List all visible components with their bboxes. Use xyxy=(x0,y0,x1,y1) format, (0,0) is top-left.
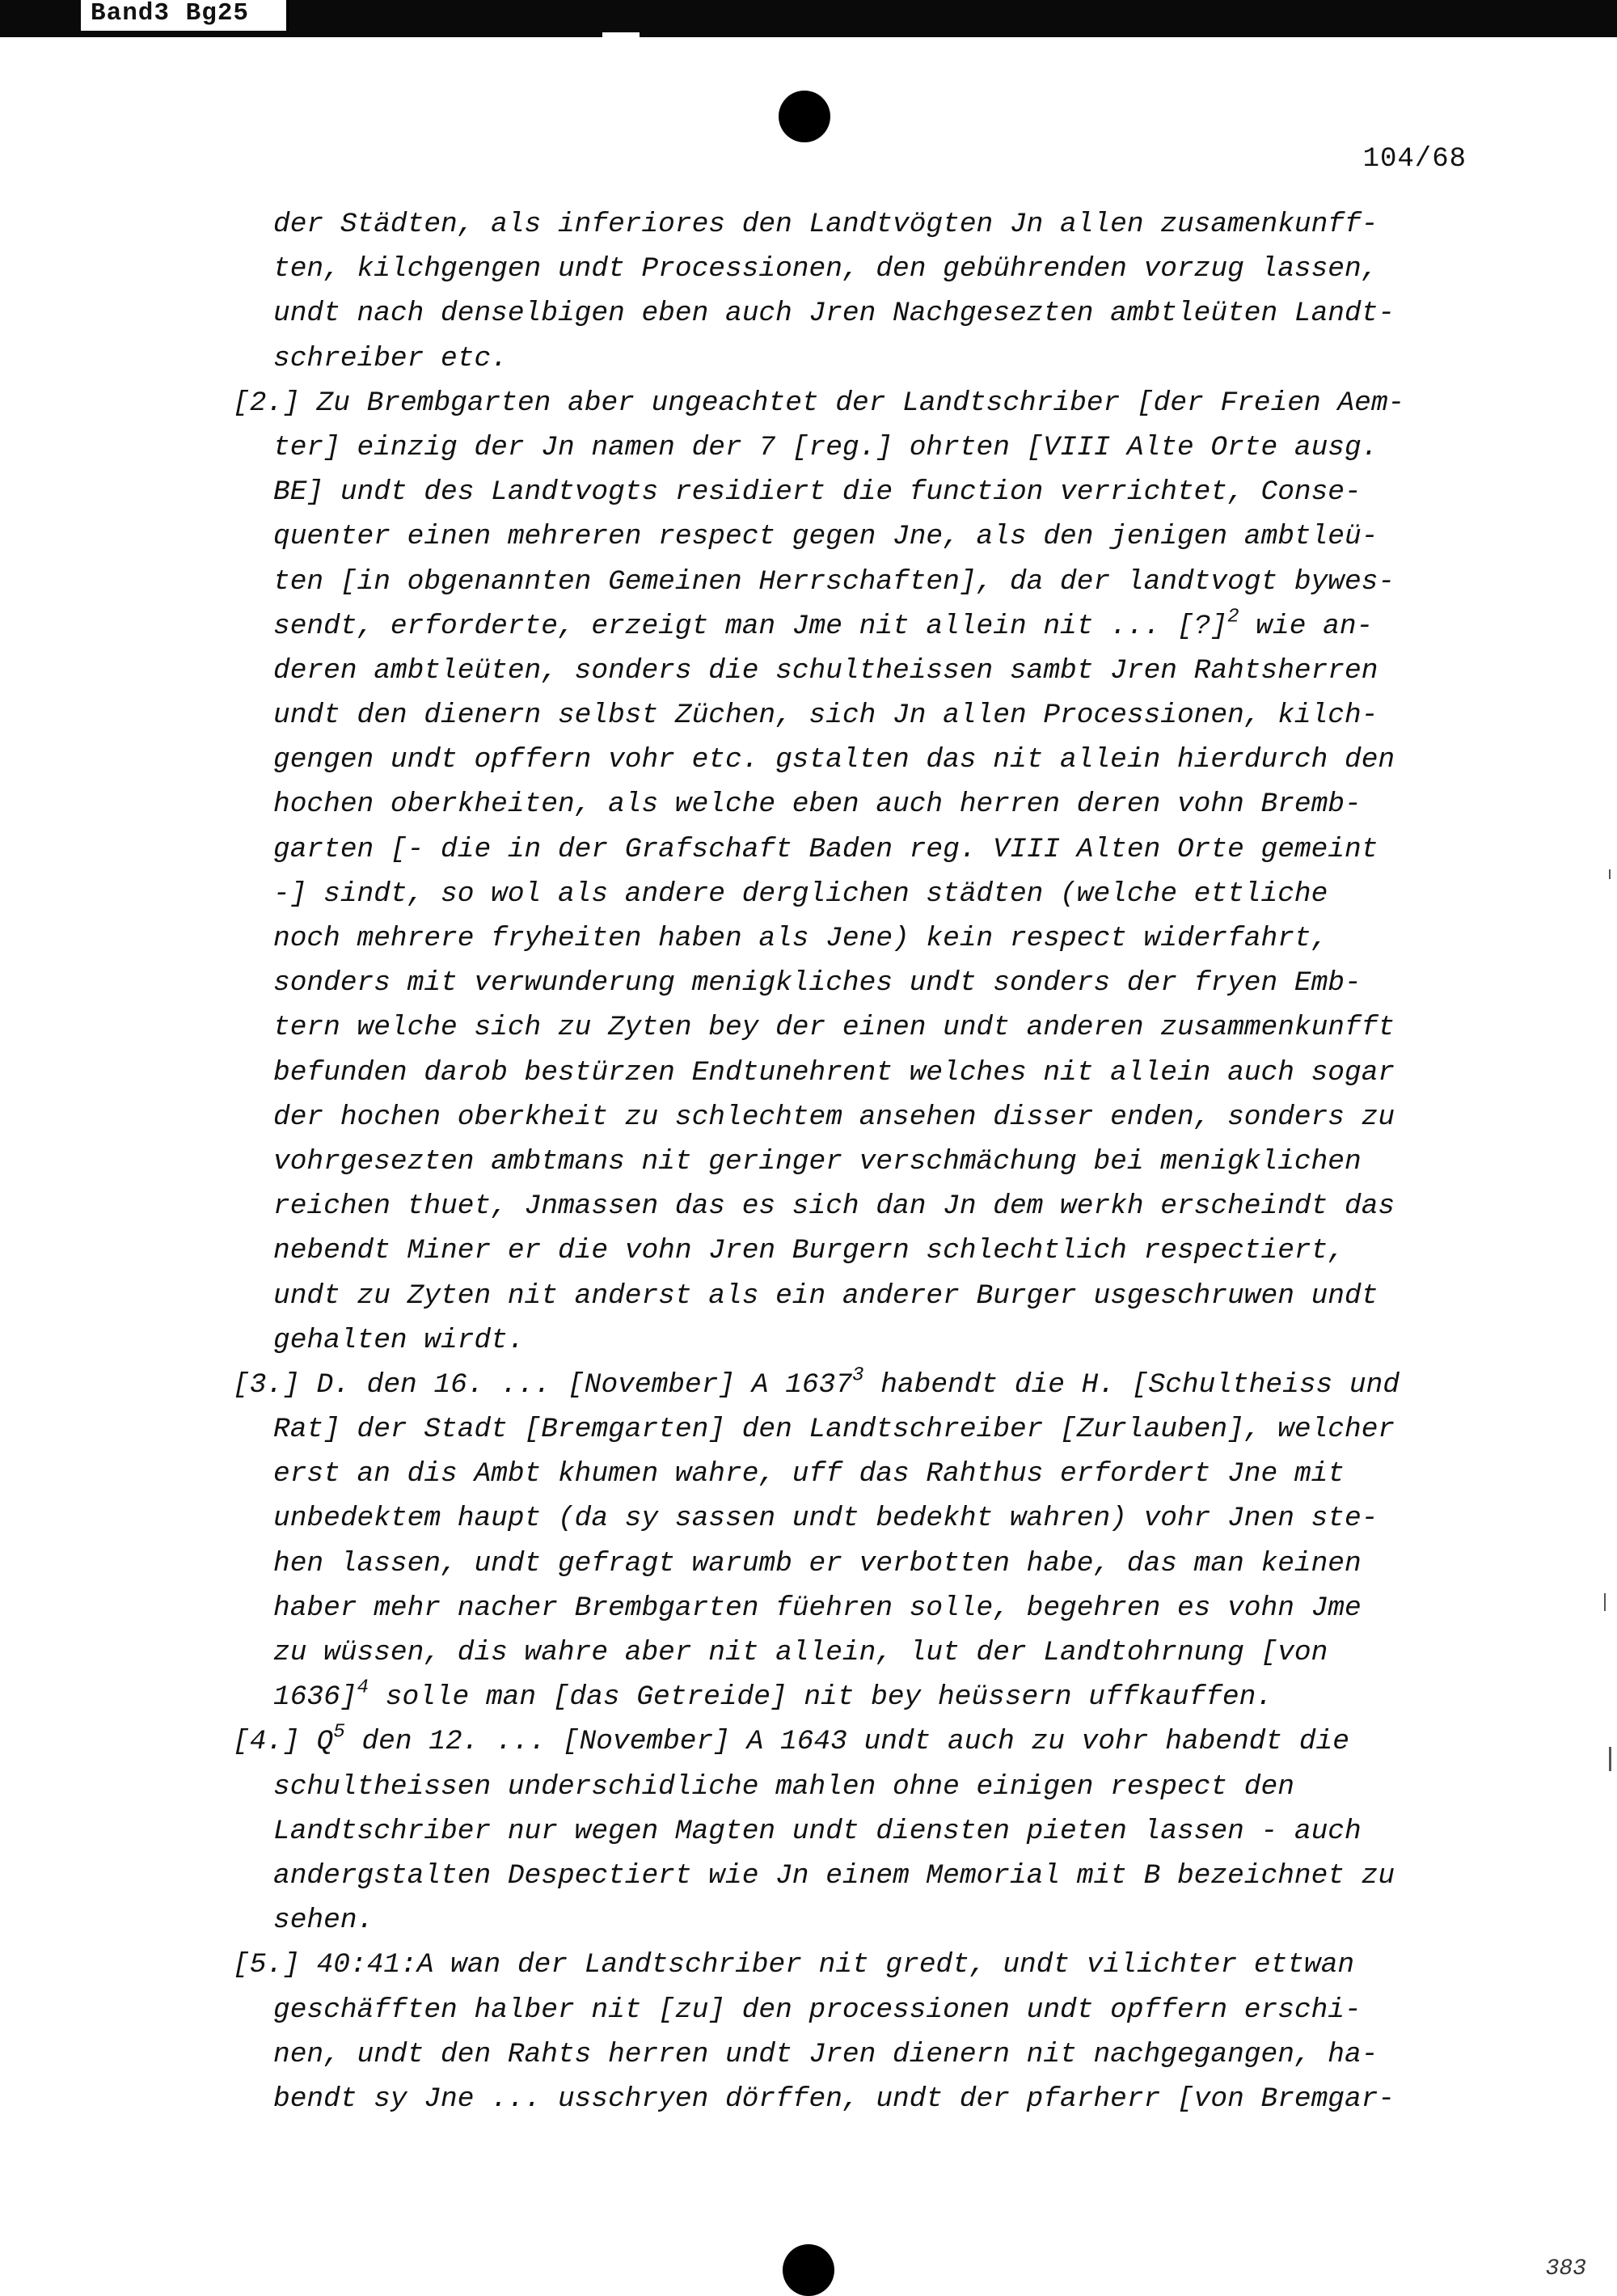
text-line xyxy=(233,1095,1494,1140)
document-body xyxy=(233,202,1494,2121)
text-line xyxy=(233,649,1494,693)
line-text: sehen. xyxy=(273,1905,374,1937)
line-text: BE] undt des Landtvogts residiert die function verrichtet, Conse- xyxy=(273,476,1362,509)
text-line xyxy=(233,1274,1494,1318)
text-line xyxy=(233,1407,1494,1452)
line-text: schreiber etc. xyxy=(273,342,508,374)
line-text: gehalten wirdt. xyxy=(273,1324,525,1356)
punch-hole-top xyxy=(779,91,830,142)
text-line xyxy=(233,782,1494,827)
text-line xyxy=(233,2077,1494,2121)
line-text: nebendt Miner er die vohn Jren Burgern schlechtlich respectiert, xyxy=(273,1235,1345,1267)
text-line xyxy=(233,1586,1494,1630)
text-line xyxy=(233,1051,1494,1095)
line-text: haber mehr nacher Brembgarten füehren solle, begehren es vohn Jme xyxy=(273,1592,1362,1624)
text-line xyxy=(233,1719,1494,1764)
line-text: gengen undt opffern vohr etc. gstalten das nit allein hierdurch den xyxy=(273,744,1395,776)
line-text-continued: solle man [das Getreide] nit bey heüssern uffkauffen. xyxy=(369,1681,1273,1714)
text-line xyxy=(233,560,1494,604)
text-line xyxy=(233,604,1494,649)
text-line xyxy=(233,1496,1494,1541)
text-line xyxy=(233,872,1494,916)
line-text: undt nach denselbigen eben auch Jren Nachgesezten ambtleüten Landt- xyxy=(273,298,1395,330)
line-text: nen, undt den Rahts herren undt Jren dienern nit nachgegangen, ha- xyxy=(273,2038,1378,2070)
line-text: erst an dis Ambt khumen wahre, uff das Rahthus erfordert Jne mit xyxy=(273,1458,1345,1490)
line-text: zu wüssen, dis wahre aber nit allein, lut der Landtohrnung [von xyxy=(273,1637,1328,1668)
handwritten-margin-note: 383 xyxy=(1545,2256,1586,2281)
punch-hole-bottom xyxy=(783,2244,834,2296)
text-line xyxy=(233,1898,1494,1943)
line-text: befunden darob bestürzen Endtunehrent welches nit allein auch sogar xyxy=(273,1056,1395,1089)
line-text: [3.] D. den 16. ... [November] A 1637 xyxy=(233,1368,853,1401)
line-text: [4.] Q xyxy=(233,1726,334,1758)
line-text: deren ambtleüten, sonders die schultheissen sambt Jren Rahtsherren xyxy=(273,654,1378,687)
text-line xyxy=(233,1675,1494,1719)
line-text: quenter einen mehreren respect gegen Jne, als den jenigen ambtleü- xyxy=(273,521,1378,553)
line-text: noch mehrere fryheiten haben als Jene) kein respect widerfahrt, xyxy=(273,923,1328,954)
text-line xyxy=(233,1854,1494,1898)
text-line xyxy=(233,827,1494,872)
scan-tab-notch xyxy=(602,32,640,40)
text-line xyxy=(233,1318,1494,1363)
line-text-continued: wie an- xyxy=(1239,610,1374,642)
line-text-continued: habendt die H. [Schultheiss und xyxy=(863,1368,1400,1401)
text-line xyxy=(233,1184,1494,1228)
line-text: unbedektem haupt (da sy sassen undt bedekht wahren) vohr Jnen ste- xyxy=(273,1503,1378,1535)
text-line xyxy=(233,1363,1494,1407)
footnote-marker: 5 xyxy=(333,1721,345,1744)
line-text: andergstalten Despectiert wie Jn einem Memorial mit B bezeichnet zu xyxy=(273,1859,1395,1892)
line-text: undt zu Zyten nit anderst als ein anderer Burger usgeschruwen undt xyxy=(273,1279,1378,1312)
scan-speck xyxy=(1609,869,1611,879)
line-text: bendt sy Jne ... usschryen dörffen, undt der pfarherr [von Bremgar- xyxy=(273,2082,1395,2115)
line-text: hen lassen, undt gefragt warumb er verbotten habe, das man keinen xyxy=(273,1547,1362,1579)
text-line xyxy=(233,916,1494,961)
text-line xyxy=(233,1988,1494,2032)
page-number: 104/68 xyxy=(1362,144,1467,175)
line-text: -] sindt, so wol als andere derglichen städten (welche ettliche xyxy=(273,877,1328,910)
text-line xyxy=(233,291,1494,336)
line-text: Landtschriber nur wegen Magten undt diensten pieten lassen - auch xyxy=(273,1815,1362,1847)
text-line xyxy=(233,425,1494,470)
line-text-continued: den 12. ... [November] A 1643 undt auch zu vohr habendt die xyxy=(344,1726,1349,1758)
line-text: der hochen oberkheit zu schlechtem ansehen disser enden, sonders zu xyxy=(273,1101,1395,1133)
line-text: reichen thuet, Jnmassen das es sich dan Jn dem werkh erscheindt das xyxy=(273,1190,1395,1223)
footnote-marker: 2 xyxy=(1227,606,1239,628)
line-text: ter] einzig der Jn namen der 7 [reg.] ohrten [VIII Alte Orte ausg. xyxy=(273,431,1378,463)
volume-tab-label: Band3 Bg25 xyxy=(81,0,289,31)
text-line xyxy=(233,470,1494,514)
text-line xyxy=(233,1809,1494,1854)
text-line xyxy=(233,381,1494,425)
line-text: hochen oberkheiten, als welche eben auch herren deren vohn Bremb- xyxy=(273,789,1362,821)
text-line xyxy=(233,1005,1494,1050)
text-line xyxy=(233,1765,1494,1809)
line-text: sonders mit verwunderung menigkliches undt sonders der fryen Emb- xyxy=(273,967,1362,1000)
line-text: tern welche sich zu Zyten bey der einen undt anderen zusammenkunfft xyxy=(273,1012,1395,1044)
line-text: [2.] Zu Brembgarten aber ungeachtet der Landtschriber [der Freien Aem- xyxy=(233,387,1405,419)
line-text: garten [- die in der Grafschaft Baden reg. VIII Alten Orte gemeint xyxy=(273,833,1378,865)
scan-speck xyxy=(1604,1593,1606,1611)
footnote-marker: 3 xyxy=(852,1364,864,1387)
text-line xyxy=(233,247,1494,291)
line-text: [5.] 40:41:A wan der Landtschriber nit gredt, undt vilichter ettwan xyxy=(233,1949,1355,1981)
text-line xyxy=(233,738,1494,782)
scan-speck xyxy=(1609,1747,1611,1771)
text-line xyxy=(233,1541,1494,1586)
line-text: vohrgesezten ambtmans nit geringer verschmächung bei menigklichen xyxy=(273,1145,1362,1178)
text-line xyxy=(233,1630,1494,1675)
text-line xyxy=(233,202,1494,247)
line-text: schultheissen underschidliche mahlen ohne einigen respect den xyxy=(273,1770,1294,1803)
line-text: der Städten, als inferiores den Landtvögten Jn allen zusamenkunff- xyxy=(273,209,1378,240)
text-line xyxy=(233,1452,1494,1496)
text-line xyxy=(233,514,1494,559)
line-text: ten, kilchgengen undt Processionen, den gebührenden vorzug lassen, xyxy=(273,253,1378,285)
line-text: sendt, erforderte, erzeigt man Jme nit allein nit ... [?] xyxy=(273,610,1228,642)
text-line xyxy=(233,961,1494,1005)
line-text: 1636] xyxy=(273,1681,357,1714)
text-line xyxy=(233,693,1494,738)
line-text: ten [in obgenannten Gemeinen Herrschaften], da der landtvogt bywes- xyxy=(273,565,1395,598)
text-line xyxy=(233,2032,1494,2077)
text-line xyxy=(233,1228,1494,1273)
text-line xyxy=(233,1140,1494,1184)
text-line xyxy=(233,336,1494,381)
line-text: geschäfften halber nit [zu] den processionen undt opffern erschi- xyxy=(273,1994,1362,2026)
text-line xyxy=(233,1943,1494,1987)
line-text: undt den dienern selbst Züchen, sich Jn allen Processionen, kilch- xyxy=(273,700,1378,732)
line-text: Rat] der Stadt [Bremgarten] den Landtschreiber [Zurlauben], welcher xyxy=(273,1414,1395,1446)
footnote-marker: 4 xyxy=(357,1677,369,1699)
